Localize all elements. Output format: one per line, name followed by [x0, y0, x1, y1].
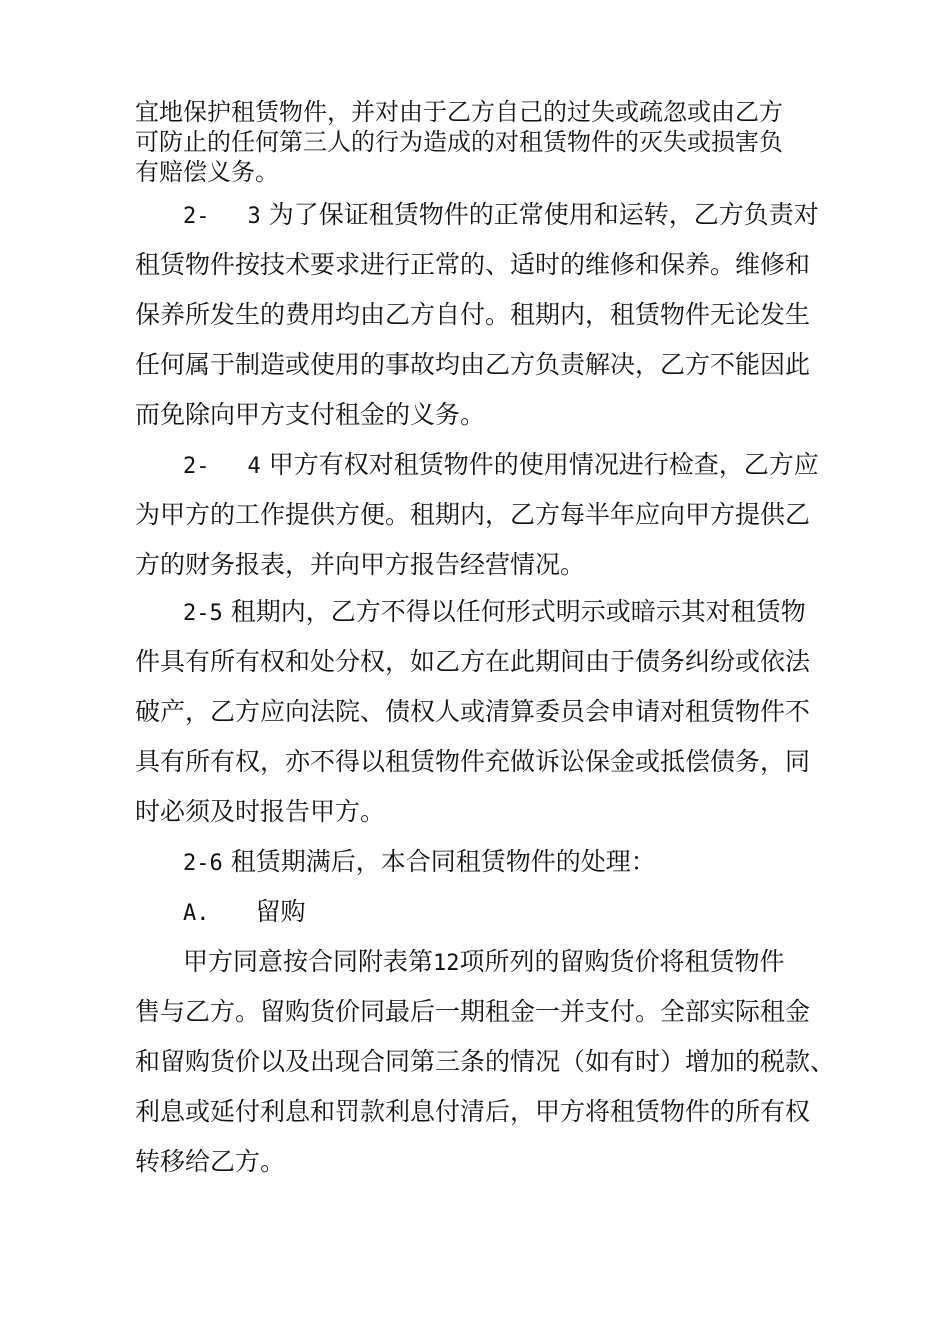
- text-line: 留购: [255, 897, 306, 926]
- table-item-number: 12: [433, 951, 460, 976]
- text-line: 利息或延付利息和罚款利息付清后，甲方将租赁物件的所有权: [135, 1097, 811, 1126]
- clause-number: 2-: [183, 454, 210, 479]
- clause-number: 2-: [183, 204, 210, 229]
- paragraph-first-line: [183, 947, 785, 979]
- clause-2-3-first-line: [183, 200, 819, 232]
- text-line: 而免除向甲方支付租金的义务。: [135, 400, 486, 429]
- text-line: 宜地保护租赁物件，并对由于乙方自己的过失或疏忽或由乙方: [135, 98, 783, 126]
- text-line: 项所列的留购货价将租赁物件: [459, 947, 785, 976]
- text-line: 可防止的任何第三人的行为造成的对租赁物件的灭失或损害负: [135, 128, 783, 156]
- item-label: A.: [183, 901, 210, 926]
- text-line: 件具有所有权和处分权，如乙方在此期间由于债务纠纷或依法: [135, 647, 811, 676]
- text-line: 转移给乙方。: [135, 1147, 286, 1176]
- text-line: 和留购货价以及出现合同第三条的情况（如有时）增加的税款、: [135, 1047, 836, 1076]
- clause-2-6-first-line: [183, 847, 656, 879]
- clause-number: 2-6: [183, 851, 223, 876]
- clause-2-5-first-line: [183, 597, 806, 629]
- text-line: 方的财务报表，并向甲方报告经营情况。: [135, 550, 586, 579]
- clause-number: 4: [247, 454, 261, 479]
- clause-number: 2-5: [183, 601, 223, 626]
- text-line: 租赁期满后，本合同租赁物件的处理：: [230, 847, 656, 876]
- text-line: 保养所发生的费用均由乙方自付。租期内，租赁物件无论发生: [135, 300, 811, 329]
- text-line: 甲方有权对租赁物件的使用情况进行检查，乙方应: [268, 450, 819, 479]
- clause-2-4-first-line: [183, 450, 819, 482]
- text-line: 为甲方的工作提供方便。租期内，乙方每半年应向甲方提供乙: [135, 500, 811, 529]
- clause-number: 3: [247, 204, 261, 229]
- text-line: 破产，乙方应向法院、债权人或清算委员会申请对租赁物件不: [135, 697, 811, 726]
- text-line: 租期内，乙方不得以任何形式明示或暗示其对租赁物: [230, 597, 806, 626]
- text-line: 任何属于制造或使用的事故均由乙方负责解决，乙方不能因此: [135, 350, 811, 379]
- text-line: 有赔偿义务。: [135, 158, 279, 186]
- text-line: 租赁物件按技术要求进行正常的、适时的维修和保养。维修和: [135, 250, 811, 279]
- text-line: 售与乙方。留购货价同最后一期租金一并支付。全部实际租金: [135, 997, 811, 1026]
- text-line: 为了保证租赁物件的正常使用和运转，乙方负责对: [268, 200, 819, 229]
- text-line: 具有所有权，亦不得以租赁物件充做诉讼保金或抵偿债务，同: [135, 747, 811, 776]
- item-a-line: [183, 897, 306, 929]
- text-line: 甲方同意按合同附表第: [183, 947, 434, 976]
- text-line: 时必须及时报告甲方。: [135, 797, 386, 826]
